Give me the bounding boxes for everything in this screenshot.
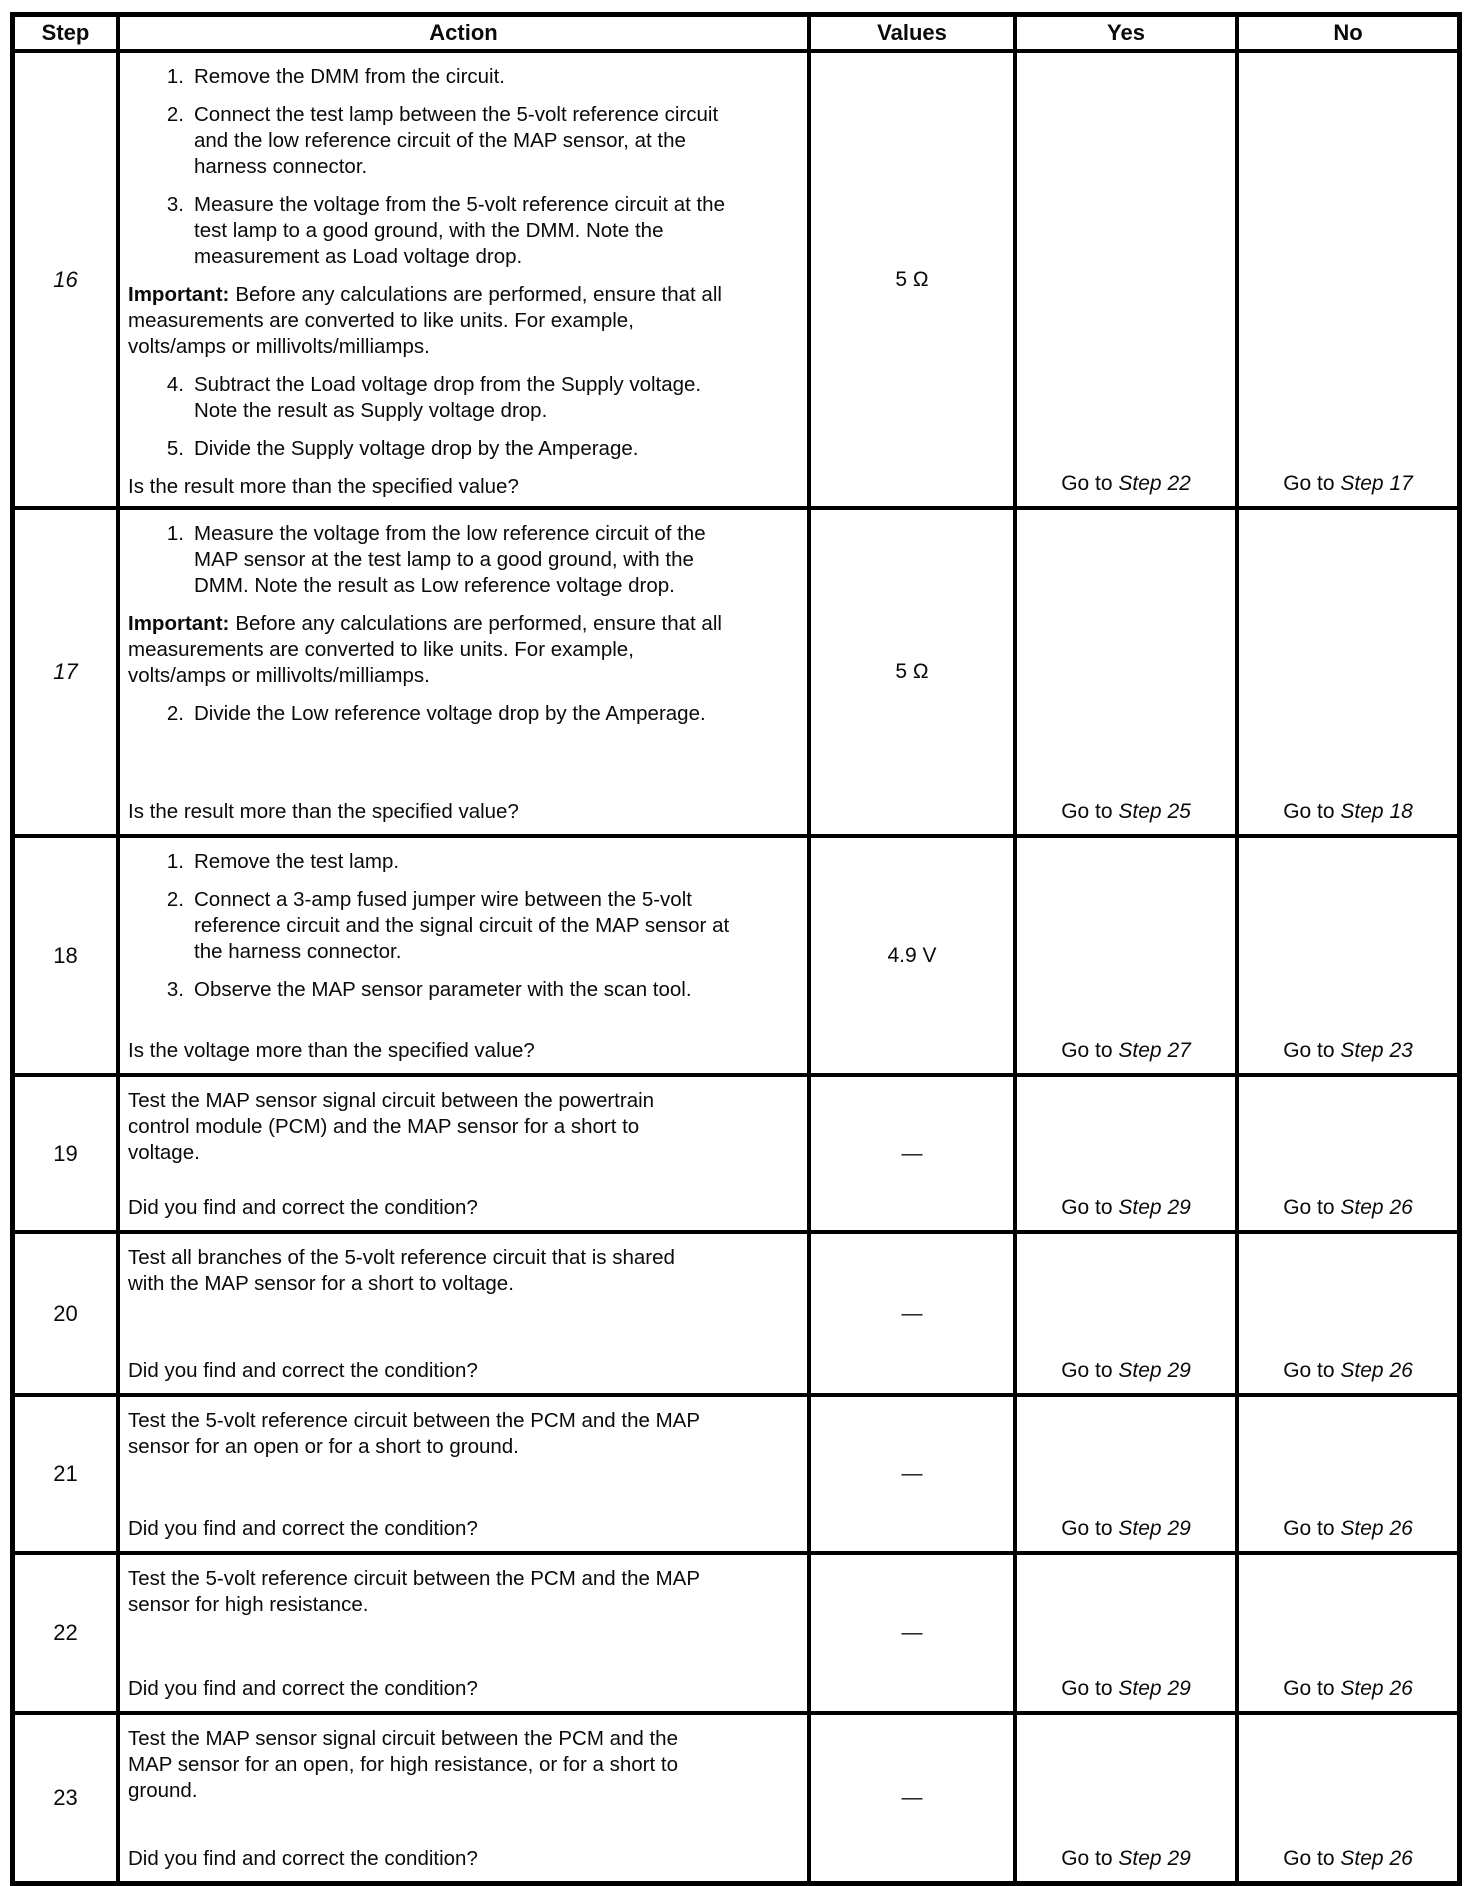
question-text: Is the result more than the specified value? [128,475,519,498]
goto-prefix: Go to [1283,472,1335,495]
goto-no [1283,1039,1413,1063]
no-cell [1239,838,1457,1073]
goto-no [1283,1196,1413,1220]
question-text: Is the voltage more than the specified value? [128,1039,535,1062]
goto-prefix: Go to [1283,1039,1335,1062]
value-text: — [901,1462,923,1485]
list-item [152,64,795,90]
step-reference: Step 27 [1118,1039,1191,1062]
question-text: Did you find and correct the condition? [128,1359,478,1382]
yes-cell [1017,510,1239,834]
values-cell [811,1397,1017,1551]
step-reference: Step 17 [1340,472,1413,495]
values-cell [811,1077,1017,1230]
no-cell [1239,510,1457,834]
yes-cell [1017,1397,1239,1551]
important-note [128,611,728,689]
yes-cell [1017,1555,1239,1711]
question-text: Is the result more than the specified value? [128,800,519,823]
list-item [152,521,795,599]
value-text: 5 Ω [895,267,929,291]
list-item [152,436,795,462]
no-cell [1239,1715,1457,1881]
list-item-number: 4. [166,373,184,396]
action-list [128,521,795,611]
goto-prefix: Go to [1283,800,1335,823]
goto-no [1283,1847,1413,1871]
list-item [152,701,795,727]
important-text: Before any calculations are performed, ensure that all measurements are converted to like units. For example, volts/amps or millivolts/milliamps. [128,283,722,358]
goto-prefix: Go to [1283,1677,1335,1700]
list-item-text: Observe the MAP sensor parameter with the scan tool. [194,978,692,1001]
goto-prefix: Go to [1283,1196,1335,1219]
list-item-text: Remove the test lamp. [194,850,400,873]
list-item [152,102,795,180]
action-cell [120,1234,811,1393]
action-list [128,372,795,474]
question-text: Did you find and correct the condition? [128,1847,478,1870]
value-text: — [901,1141,923,1165]
goto-prefix: Go to [1061,472,1113,495]
list-item-number: 2. [166,103,184,126]
important-text: Before any calculations are performed, ensure that all measurements are converted to like units. For example, volts/amps or millivolts/milliamps. [128,612,722,687]
list-item-number: 1. [166,850,184,873]
goto-yes [1061,1517,1191,1541]
goto-prefix: Go to [1061,1517,1113,1540]
goto-prefix: Go to [1061,1039,1113,1062]
list-item-number: 3. [166,193,184,216]
header-values: Values [811,17,1017,49]
question-text: Did you find and correct the condition? [128,1196,478,1219]
step-reference: Step 29 [1118,1847,1191,1870]
step-number: 21 [53,1461,78,1486]
no-cell [1239,1234,1457,1393]
goto-no [1283,1677,1413,1701]
list-item [152,887,795,965]
list-item-text: Divide the Supply voltage drop by the Amperage. [194,437,639,460]
values-cell [811,1715,1017,1881]
list-item-text: Connect a 3-amp fused jumper wire between the 5-volt reference circuit and the signal circuit of the MAP sensor at the harness connector. [194,888,730,963]
action-text: Test the MAP sensor signal circuit between the PCM and the MAP sensor for an open, for high resistance, or for a short to ground. [128,1727,678,1802]
goto-yes [1061,472,1191,496]
step-reference: Step 29 [1118,1359,1191,1382]
step-reference: Step 18 [1340,800,1413,823]
yes-cell [1017,838,1239,1073]
step-cell [15,1397,120,1551]
important-label: Important: [128,612,230,635]
step-reference: Step 25 [1118,800,1191,823]
step-cell [15,53,120,506]
action-text: Test the 5-volt reference circuit between the PCM and the MAP sensor for an open or for a short to ground. [128,1409,700,1458]
important-note [128,282,728,360]
step-reference: Step 22 [1118,472,1191,495]
no-cell [1239,53,1457,506]
list-item-number: 1. [166,522,184,545]
step-reference: Step 29 [1118,1196,1191,1219]
question-text: Did you find and correct the condition? [128,1677,478,1700]
value-text: 5 Ω [895,660,929,683]
action-text: Test the MAP sensor signal circuit between the powertrain control module (PCM) and the MAP sensor for a short to voltage. [128,1089,655,1164]
step-number: 18 [53,942,78,968]
goto-no [1283,1517,1413,1541]
step-reference: Step 29 [1118,1677,1191,1700]
values-cell [811,1555,1017,1711]
list-item-number: 3. [166,978,184,1001]
goto-prefix: Go to [1061,800,1113,823]
list-item-text: Measure the voltage from the low reference circuit of the MAP sensor at the test lamp to a good ground, with the DMM. Note the result as Low reference voltage drop. [194,522,706,597]
no-cell [1239,1077,1457,1230]
header-no: No [1333,20,1363,45]
list-item-number: 2. [166,888,184,911]
values-cell [811,53,1017,506]
step-reference: Step 26 [1340,1677,1413,1700]
action-cell [120,510,811,834]
list-item [152,977,795,1003]
list-item [152,849,795,875]
table-row-step-16 [15,53,1457,510]
yes-cell [1017,1715,1239,1881]
step-cell [15,1077,120,1230]
step-number: 19 [53,1140,78,1166]
step-cell [15,510,120,834]
values-cell [811,1234,1017,1393]
action-list [128,64,795,282]
goto-prefix: Go to [1283,1359,1335,1382]
list-item-text: Connect the test lamp between the 5-volt reference circuit and the low reference circuit of the MAP sensor, at the harness connector. [194,103,719,178]
diagnostic-table [10,12,1462,1886]
step-number: 16 [53,266,78,292]
action-cell [120,1077,811,1230]
goto-yes [1061,800,1191,824]
step-reference: Step 29 [1118,1517,1191,1540]
step-number: 20 [53,1300,78,1326]
values-cell [811,838,1017,1073]
step-reference: Step 26 [1340,1517,1413,1540]
goto-yes [1061,1677,1191,1701]
list-item-text: Remove the DMM from the circuit. [194,65,505,88]
table-row-step-18 [15,838,1457,1077]
table-row-step-17 [15,510,1457,838]
step-number: 17 [53,659,78,684]
goto-yes [1061,1196,1191,1220]
action-text: Test the 5-volt reference circuit between the PCM and the MAP sensor for high resistance. [128,1567,700,1616]
goto-yes [1061,1039,1191,1063]
step-number: 23 [53,1785,78,1810]
step-reference: Step 26 [1340,1359,1413,1382]
value-text: — [901,1621,923,1644]
goto-prefix: Go to [1061,1677,1113,1700]
value-text: — [901,1301,923,1325]
goto-prefix: Go to [1283,1847,1335,1870]
table-row-step-20 [15,1234,1457,1397]
no-cell [1239,1397,1457,1551]
table-row-step-22 [15,1555,1457,1715]
table-row-step-23 [15,1715,1457,1881]
action-cell [120,838,811,1073]
step-reference: Step 26 [1340,1847,1413,1870]
action-list [128,849,795,1015]
step-cell [15,1715,120,1881]
list-item-number: 1. [166,65,184,88]
list-item [152,192,795,270]
action-list [128,701,795,739]
goto-prefix: Go to [1283,1517,1335,1540]
list-item-number: 5. [166,437,184,460]
goto-yes [1061,1847,1191,1871]
value-text: — [901,1786,923,1809]
yes-cell [1017,53,1239,506]
goto-no [1283,1359,1413,1383]
step-cell [15,1555,120,1711]
list-item-text: Divide the Low reference voltage drop by the Amperage. [194,702,706,725]
goto-prefix: Go to [1061,1359,1113,1382]
table-row-step-21 [15,1397,1457,1555]
table-row-step-19 [15,1077,1457,1234]
goto-yes [1061,1359,1191,1383]
list-item-text: Subtract the Load voltage drop from the Supply voltage. Note the result as Supply voltage drop. [194,373,702,422]
header-action: Action [120,17,811,49]
goto-prefix: Go to [1061,1196,1113,1219]
goto-no [1283,800,1413,824]
step-cell [15,1234,120,1393]
action-cell [120,1715,811,1881]
goto-no [1283,472,1413,496]
value-text: 4.9 V [887,943,937,967]
no-cell [1239,1555,1457,1711]
action-cell [120,53,811,506]
values-cell [811,510,1017,834]
header-yes: Yes [1017,17,1239,49]
list-item [152,372,795,424]
action-text: Test all branches of the 5-volt reference circuit that is shared with the MAP sensor for a short to voltage. [128,1246,675,1295]
step-cell [15,838,120,1073]
list-item-text: Measure the voltage from the 5-volt reference circuit at the test lamp to a good ground, with the DMM. Note the measurement as Load voltage drop. [194,193,725,268]
header-row [15,17,1457,53]
action-cell [120,1397,811,1551]
action-cell [120,1555,811,1711]
yes-cell [1017,1077,1239,1230]
header-step: Step [15,17,120,49]
yes-cell [1017,1234,1239,1393]
step-reference: Step 26 [1340,1196,1413,1219]
list-item-number: 2. [166,702,184,725]
step-reference: Step 23 [1340,1039,1413,1062]
question-text: Did you find and correct the condition? [128,1517,478,1540]
step-number: 22 [53,1620,78,1645]
goto-prefix: Go to [1061,1847,1113,1870]
important-label: Important: [128,283,230,306]
